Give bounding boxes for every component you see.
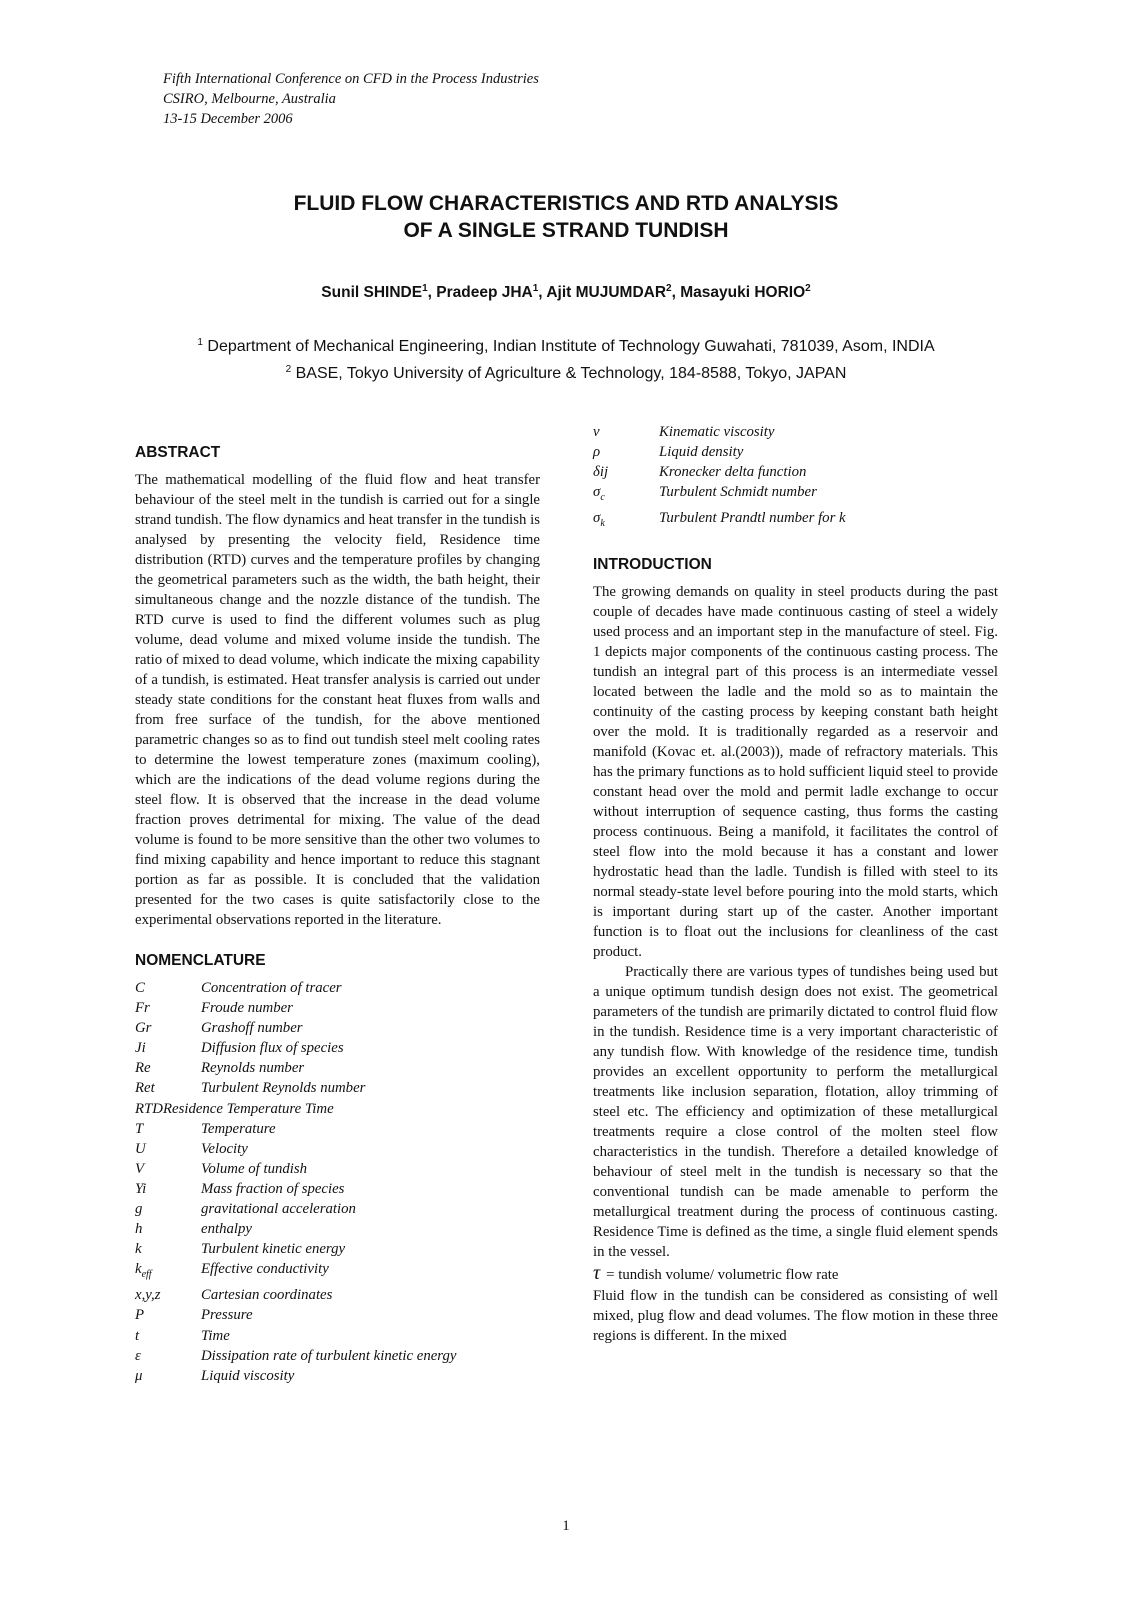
nomenclature-symbol: [135, 998, 201, 1018]
symbol-main: Yi: [135, 1180, 147, 1197]
symbol-main: RTD: [135, 1100, 163, 1117]
symbol-main: μ: [135, 1367, 143, 1384]
nomenclature-row: [135, 1199, 540, 1219]
nomenclature-row: [135, 1219, 540, 1239]
nomenclature-symbol: [135, 1119, 201, 1139]
nomenclature-symbol: [135, 1239, 201, 1259]
nomenclature-row: [135, 1058, 540, 1078]
tau-symbol: τ: [593, 1262, 601, 1285]
tau-equation: [593, 1262, 998, 1286]
nomenclature-row: [593, 462, 998, 482]
nomenclature-symbol: [135, 1038, 201, 1058]
nomenclature-definition: Pressure: [201, 1307, 253, 1324]
conference-header: [163, 69, 539, 129]
author-separator: ,: [538, 284, 547, 301]
symbol-main: U: [135, 1140, 146, 1157]
nomenclature-row: [135, 1139, 540, 1159]
nomenclature-row: [135, 998, 540, 1018]
symbol-main: Re: [135, 1060, 151, 1077]
right-column: [593, 422, 998, 1346]
affiliations: [0, 333, 1132, 387]
symbol-main: T: [135, 1120, 144, 1137]
nomenclature-definition: Temperature: [201, 1120, 276, 1137]
nomenclature-definition: Turbulent Schmidt number: [659, 484, 817, 501]
author-name: Sunil SHINDE: [321, 284, 423, 301]
nomenclature-definition: Liquid density: [659, 444, 744, 461]
symbol-main: P: [135, 1307, 145, 1324]
nomenclature-symbol: [135, 1346, 201, 1366]
author-affil-mark: 2: [805, 283, 811, 294]
symbol-main: Ret: [135, 1080, 155, 1097]
symbol-main: Gr: [135, 1020, 152, 1037]
nomenclature-definition: Froude number: [201, 1000, 293, 1017]
affiliation-mark: 2: [285, 364, 292, 375]
nomenclature-symbol: [135, 1179, 201, 1199]
nomenclature-symbol: [593, 442, 659, 462]
introduction-heading: INTRODUCTION: [593, 556, 712, 574]
introduction-paragraph: The growing demands on quality in steel products during the past couple of decades have made continuous casting of steel a widely used process and an important step in the manufacture of steel. Fig. 1 depicts major components of the continuous casting process. The tundish an integral part of this process is an intermediate vessel located between the ladle and the mold so as to maintain the continuity of the casting process by keeping constant bath height over the mold. It is traditionally regarded as a reservoir and manifold (Kovac et. al.(2003)), made of refractory materials. This has the primary functions as to hold sufficient liquid steel to provide constant head over the mold and permit ladle exchange to occur without interruption of sequence casting, thus forms the casting process continuous. Being a manifold, it facilitates the control of steel flow into the mold because it has a constant and lower hydrostatic head than the ladle. Tundish is filled with steel to its normal steady-state level before pouring into the mold starts, which is important during start up of the caster. Another important function is to float out the inclusions for cleanliness of the cast product.: [593, 584, 998, 961]
nomenclature-symbol: [135, 1219, 201, 1239]
symbol-subscript: eff: [141, 1269, 152, 1281]
symbol-main: ρ: [593, 444, 601, 461]
nomenclature-row: [593, 482, 998, 508]
nomenclature-row: [593, 422, 998, 442]
nomenclature-definition: Grashoff number: [201, 1020, 303, 1037]
tau-definition: = tundish volume/ volumetric flow rate: [606, 1267, 839, 1284]
left-column: [135, 444, 540, 1386]
nomenclature-row: [135, 1018, 540, 1038]
nomenclature-definition: Kronecker delta function: [659, 464, 807, 481]
nomenclature-symbol: [135, 1159, 201, 1179]
conference-line: CSIRO, Melbourne, Australia: [163, 91, 336, 107]
nomenclature-symbol: [135, 1366, 201, 1386]
author-separator: ,: [427, 284, 437, 301]
nomenclature-row: [135, 1285, 540, 1305]
symbol-main: σ: [593, 510, 601, 527]
affiliation-text: Department of Mechanical Engineering, Indian Institute of Technology Guwahati, 781039, Asom, INDIA: [202, 338, 935, 355]
title-line: FLUID FLOW CHARACTERISTICS AND RTD ANALYSIS: [293, 192, 839, 215]
nomenclature-definition: Turbulent Prandtl number for k: [659, 510, 846, 527]
nomenclature-row: [593, 508, 998, 534]
nomenclature-definition: Dissipation rate of turbulent kinetic energy: [201, 1347, 457, 1364]
author-name: Pradeep JHA: [436, 284, 533, 301]
conference-line: 13-15 December 2006: [163, 111, 293, 127]
symbol-main: t: [135, 1327, 140, 1344]
nomenclature-symbol: [593, 422, 659, 442]
nomenclature-symbol: [135, 1305, 201, 1325]
nomenclature-row: [593, 442, 998, 462]
symbol-main: x,y,z: [135, 1287, 161, 1304]
nomenclature-definition: Turbulent Reynolds number: [201, 1080, 366, 1097]
nomenclature-row: [135, 1078, 540, 1098]
nomenclature-definition: gravitational acceleration: [201, 1201, 356, 1218]
nomenclature-list-continued: [593, 422, 998, 534]
nomenclature-definition: Velocity: [201, 1140, 248, 1157]
affiliation-mark: 1: [197, 337, 203, 348]
nomenclature-definition: Residence Temperature Time: [162, 1100, 334, 1117]
author-affil-mark: 1: [532, 283, 539, 294]
nomenclature-list: [135, 978, 540, 1386]
nomenclature-definition: Volume of tundish: [201, 1160, 308, 1177]
nomenclature-symbol: [135, 1326, 201, 1346]
nomenclature-symbol: [135, 978, 201, 998]
nomenclature-row: [135, 1305, 540, 1325]
author-separator: ,: [671, 284, 681, 301]
nomenclature-definition: Concentration of tracer: [201, 980, 342, 996]
nomenclature-row: [135, 1119, 540, 1139]
nomenclature-definition: Mass fraction of species: [201, 1180, 345, 1197]
symbol-main: g: [135, 1201, 143, 1218]
nomenclature-definition: Liquid viscosity: [201, 1367, 295, 1384]
symbol-subscript: c: [600, 492, 605, 504]
author-affil-mark: 1: [422, 283, 428, 294]
author-list: [0, 284, 1132, 302]
nomenclature-symbol: [135, 1099, 163, 1119]
nomenclature-definition: Turbulent kinetic energy: [201, 1241, 346, 1258]
affiliation-text: BASE, Tokyo University of Agriculture & Technology, 184-8588, Tokyo, JAPAN: [291, 365, 847, 382]
symbol-main: ε: [135, 1347, 141, 1364]
nomenclature-definition: Diffusion flux of species: [201, 1040, 344, 1057]
nomenclature-row: [135, 1179, 540, 1199]
symbol-subscript: k: [600, 518, 605, 530]
paper-title: [0, 190, 1132, 244]
nomenclature-row: [135, 978, 540, 998]
symbol-main: k: [135, 1241, 142, 1258]
nomenclature-row: [135, 1346, 540, 1366]
nomenclature-definition: Time: [201, 1327, 230, 1344]
nomenclature-symbol: [593, 462, 659, 482]
nomenclature-symbol: [135, 1285, 201, 1305]
nomenclature-heading: NOMENCLATURE: [135, 952, 266, 969]
conference-line: Fifth International Conference on CFD in the Process Industries: [163, 71, 539, 87]
nomenclature-symbol: [135, 1199, 201, 1219]
affiliation: [0, 333, 1132, 360]
nomenclature-row: [135, 1366, 540, 1386]
abstract-text: The mathematical modelling of the fluid flow and heat transfer behaviour of the steel melt in the tundish is carried out for a single strand tundish. The flow dynamics and heat transfer in the tundish is analysed by presenting the velocity field, Residence time distribution (RTD) curves and the temperature profiles by changing the geometrical parameters such as the width, the bath height, their simultaneous change and the nozzle distance of the tundish. The RTD curve is used to find the different volumes such as plug volume, dead volume and mixed volume inside the tundish. The ratio of mixed to dead volume, which indicate the mixing capability of a tundish, is estimated. Heat transfer analysis is carried out under steady state conditions for the constant heat fluxes from walls and from free surface of the tundish, for the above mentioned parametric changes so as to find out tundish steel melt cooling rates to determine the lowest temperature zones (maximum cooling), which are the indications of the dead volume regions during the steel flow. It is observed that the increase in the dead volume fraction proves detrimental for mixing. The value of the dead volume is found to be more sensitive than the other two volumes to find mixing capability and hence important to reduce this stagnant portion as far as possible. It is concluded that the validation presented for the two cases is quite satisfactorily close to the experimental observations reported in the literature.: [135, 472, 540, 928]
nomenclature-row: [135, 1038, 540, 1058]
author-name: Masayuki HORIO: [680, 284, 806, 301]
symbol-main: σ: [593, 484, 601, 501]
nomenclature-symbol: [135, 1078, 201, 1098]
nomenclature-symbol: [135, 1139, 201, 1159]
nomenclature-definition: Cartesian coordinates: [201, 1287, 333, 1304]
nomenclature-symbol: [593, 482, 659, 508]
nomenclature-definition: Kinematic viscosity: [659, 424, 775, 440]
nomenclature-row: [135, 1159, 540, 1179]
affiliation: [0, 360, 1132, 387]
nomenclature-symbol: [135, 1018, 201, 1038]
introduction-paragraph: Fluid flow in the tundish can be considered as consisting of well mixed, plug flow and dead volumes. The flow motion in these three regions is different. In the mixed: [593, 1288, 998, 1345]
title-line: OF A SINGLE STRAND TUNDISH: [403, 219, 729, 242]
symbol-main: h: [135, 1221, 143, 1238]
symbol-main: k: [135, 1261, 142, 1278]
nomenclature-row: [135, 1259, 540, 1285]
symbol-main: C: [135, 980, 145, 996]
nomenclature-row: [135, 1326, 540, 1346]
nomenclature-symbol: [593, 508, 659, 534]
symbol-main: V: [135, 1160, 145, 1177]
nomenclature-definition: enthalpy: [201, 1221, 252, 1238]
nomenclature-row: [135, 1099, 540, 1119]
abstract-heading: ABSTRACT: [135, 444, 221, 461]
page-number: 1: [562, 1518, 570, 1534]
author-affil-mark: 2: [666, 283, 672, 294]
symbol-main: ν: [593, 424, 600, 440]
nomenclature-symbol: [135, 1058, 201, 1078]
nomenclature-definition: Effective conductivity: [201, 1261, 329, 1278]
nomenclature-row: [135, 1239, 540, 1259]
introduction-paragraph: Practically there are various types of tundishes being used but a unique optimum tundish design does not exist. The geometrical parameters of the tundish are primarily dictated to control fluid flow in the tundish. Residence time is a very important characteristic of any tundish flow. With knowledge of the residence time, tundish provides an excellent opportunity to perform the metallurgical treatments like inclusion separation, flotation, alloy trimming of steel etc. The efficiency and optimization of these metallurgical treatments require a close control of the molten steel flow characteristics in the tundish. Therefore a detailed knowledge of behaviour of steel melt in the tundish is necessary so that the conventional tundish can be made amenable to perform the metallurgical treatment during the process of continuous casting. Residence Time is defined as the time, a single fluid element spends in the vessel.: [593, 964, 998, 1261]
author-name: Ajit MUJUMDAR: [546, 284, 667, 301]
symbol-main: Ji: [135, 1040, 146, 1057]
nomenclature-definition: Reynolds number: [201, 1060, 305, 1077]
symbol-main: δij: [593, 464, 609, 481]
nomenclature-symbol: [135, 1259, 201, 1285]
symbol-main: Fr: [135, 1000, 150, 1017]
